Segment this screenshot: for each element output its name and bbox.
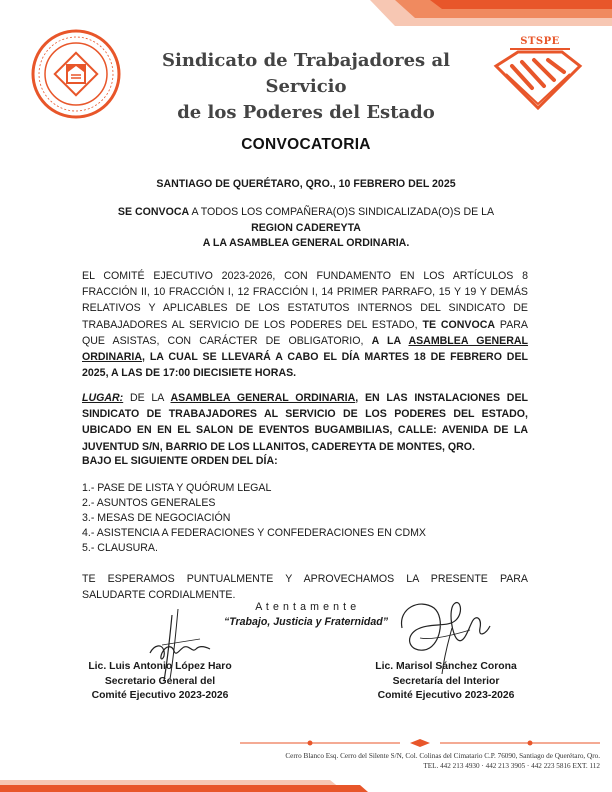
stspe-logo-mark	[492, 48, 584, 112]
atentamente: A t e n t a m e n t e	[255, 601, 357, 613]
convoke-line-1	[0, 205, 612, 219]
p2-label: LUGAR:	[82, 392, 124, 404]
footer-ornament	[240, 738, 600, 748]
agenda-item: 1.- PASE DE LISTA Y QUÓRUM LEGAL	[82, 482, 272, 494]
convoke-emphasis: SE CONVOCA	[117, 206, 190, 218]
left-signatory-committee: Comité Ejecutivo 2023-2026	[91, 690, 229, 701]
p1-text-f: , LA CUAL SE LLEVARÁ A CABO EL DÍA MARTES 18 DE FEBRERO DEL 2025, A LAS DE 17:00 DIECISIETE HORAS.	[82, 351, 528, 380]
agenda-item: 3.- MESAS DE NEGOCIACIÓN	[82, 512, 231, 524]
paragraph-location	[82, 390, 528, 455]
place-date: SANTIAGO DE QUERÉTARO, QRO., 10 FEBRERO DEL 2025	[156, 178, 456, 190]
paragraph-convocation	[82, 268, 528, 381]
left-signatory-role: Secretario General del	[104, 675, 216, 687]
agenda-heading: BAJO EL SIGUIENTE ORDEN DEL DÍA:	[82, 455, 278, 467]
right-signatory-committee: Comité Ejecutivo 2023-2026	[377, 690, 515, 701]
agenda-item: 2.- ASUNTOS GENERALES	[82, 497, 216, 509]
agenda-item: 4.- ASISTENCIA A FEDERACIONES Y CONFEDERACIONES EN CDMX	[82, 527, 426, 539]
p1-text-e: ASAMBLEA GENERAL ORDINARIA	[82, 334, 529, 364]
p1-text-a: EL COMITÉ EJECUTIVO 2023-2026, CON FUNDAMENTO EN LOS ARTÍCULOS 8 FRACCIÓN II, 10 FRACCIÓN I, 12 FRACCIÓN I, 14 PRIMER PARRAFO, 15 Y 19 Y DEMÁS RELATIVOS Y APLICABLES DE LOS ESTATUTOS INTERNOS DEL SINDICATO DE TRABAJADORES AL SERVICIO DE LOS PODERES DEL ESTADO,	[82, 270, 528, 331]
union-name-header	[128, 48, 484, 126]
union-seal-logo	[30, 28, 122, 120]
p1-text-d: A LA	[371, 334, 409, 347]
union-name-line-1: Sindicato de Trabajadores al Servicio	[162, 50, 450, 97]
right-signatory-name: Lic. Marisol Sánchez Corona	[375, 661, 517, 672]
footer-phones: TEL. 442 213 4930 · 442 213 3905 · 442 223 5816 EXT. 112	[423, 762, 600, 770]
document-title: CONVOCATORIA	[241, 136, 371, 153]
motto: “Trabajo, Justicia y Fraternidad”	[223, 616, 389, 628]
p1-text-b: TE CONVOCA	[422, 318, 496, 331]
right-signatory-role: Secretaría del Interior	[392, 675, 500, 687]
agenda-item: 5.- CLAUSURA.	[82, 542, 158, 554]
p2-text-c: ASAMBLEA GENERAL ORDINARIA	[170, 392, 356, 404]
footer-address: Cerro Blanco Esq. Cerro del Silente S/N, Col. Colinas del Cimatario C.P. 76090, Santiago de Querétaro, Qro.	[285, 752, 600, 760]
footer-decoration	[0, 772, 612, 792]
convoke-text: A TODOS LOS COMPAÑERA(O)S SINDICALIZADA(O)S DE LA	[189, 206, 495, 218]
p2-text-d: , EN LAS INSTALACIONES DEL SINDICATO DE TRABAJADORES AL SERVICIO DE LOS PODERES DEL ESTADO, UBICADO EN EN EL SALON DE EVENTOS BUGAMBILIAS, CALLE: AVENIDA DE LA JUVENTUD S/N, BARRIO DE LOS LLANITOS, CADEREYTA DE MONTES, QRO.	[82, 392, 528, 453]
stspe-logo	[492, 36, 584, 114]
p1-text-c: PARA QUE ASISTAS, CON CARÁCTER DE OBLIGATORIO,	[82, 318, 528, 347]
union-name-line-2: de los Poderes del Estado	[177, 102, 435, 123]
convoke-line-3: A LA ASAMBLEA GENERAL ORDINARIA.	[202, 237, 410, 249]
stspe-logo-text: STSPE	[520, 36, 560, 47]
p2-text-b: DE LA	[123, 392, 171, 404]
convoke-line-2: REGION CADEREYTA	[251, 222, 361, 234]
right-signatory	[346, 660, 546, 704]
left-signatory	[60, 660, 260, 704]
left-signatory-name: Lic. Luis Antonio López Haro	[88, 661, 232, 672]
closing-paragraph: TE ESPERAMOS PUNTUALMENTE Y APROVECHAMOS LA PRESENTE PARA SALUDARTE CORDIALMENTE.	[82, 573, 528, 602]
